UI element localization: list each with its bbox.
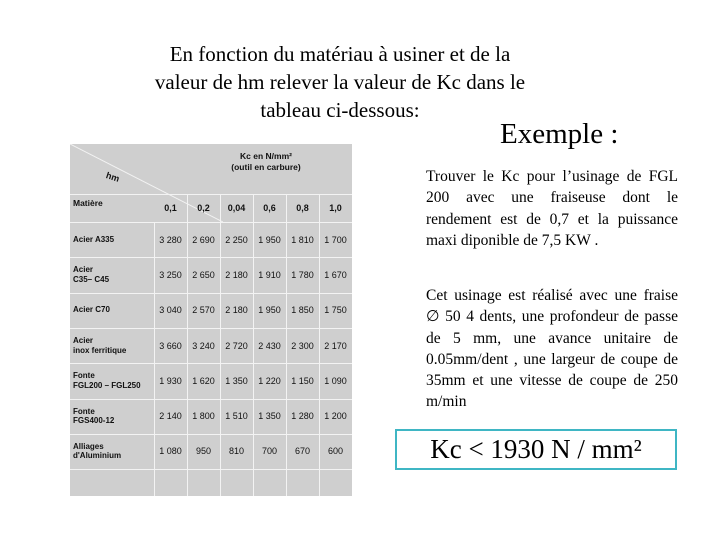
header-kc-tool: (outil en carbure) — [231, 162, 301, 172]
kc-value: 1 080 — [159, 446, 182, 457]
hm-value: 0,8 — [296, 203, 309, 213]
kc-value: 2 690 — [192, 234, 215, 245]
kc-value: 2 430 — [258, 340, 281, 351]
result-box — [395, 429, 677, 470]
matiere-label: Matière — [73, 198, 103, 208]
hm-value: 1,0 — [329, 203, 342, 213]
material-name-line: FGS400-12 — [73, 416, 115, 426]
header-kc-unit: Kc en N/mm² — [240, 151, 292, 161]
kc-value: 1 150 — [291, 375, 314, 386]
material-name-line: inox ferritique — [73, 345, 127, 355]
kc-value: 2 650 — [192, 269, 215, 280]
kc-value: 3 240 — [192, 340, 215, 351]
kc-value: 700 — [261, 446, 278, 457]
intro-line-1: En fonction du matériau à usiner et de la — [169, 42, 511, 66]
kc-value: 2 720 — [225, 340, 248, 351]
intro-line-3: tableau ci-dessous: — [260, 98, 420, 122]
kc-value: 2 180 — [225, 305, 248, 316]
kc-value: 1 620 — [192, 375, 215, 386]
material-name-line: Alliages — [73, 441, 104, 451]
kc-table — [70, 144, 352, 496]
kc-value: 1 670 — [324, 269, 347, 280]
kc-value: 2 250 — [225, 234, 248, 245]
kc-value: 670 — [294, 446, 311, 457]
material-name-line: Acier A335 — [73, 234, 115, 244]
example-paragraph-2: Cet usinage est réalisé avec une fraise ∅ 50 4 dents, une profondeur de passe de 5 mm, une avance unitaire de 0.05mm/dent , une largeur de coupe de 35mm et une vitesse de coupe de 250 m/min — [426, 287, 678, 411]
kc-value: 1 350 — [258, 411, 281, 422]
kc-value: 3 040 — [159, 305, 182, 316]
hm-label: hm — [104, 170, 121, 184]
table-header-kc — [220, 151, 312, 173]
example-paragraph-1: Trouver le Kc pour l’usinage de FGL 200 avec une fraiseuse dont le rendement est de 0,7 et la puissance maxi diponible de 7,5 KW . — [426, 168, 678, 249]
material-name-line: d'Aluminium — [73, 451, 122, 461]
material-name-line: Acier C70 — [73, 305, 110, 315]
kc-value: 3 280 — [159, 234, 182, 245]
hm-value: 0,2 — [197, 203, 210, 213]
kc-value: 3 250 — [159, 269, 182, 280]
kc-value: 1 280 — [291, 411, 314, 422]
kc-value: 3 660 — [159, 340, 182, 351]
kc-value: 810 — [228, 446, 245, 457]
hm-value: 0,04 — [227, 203, 246, 213]
kc-value: 1 750 — [324, 305, 347, 316]
material-name — [70, 434, 154, 469]
kc-value: 600 — [327, 446, 344, 457]
kc-value: 1 780 — [291, 269, 314, 280]
table-hline — [70, 469, 352, 470]
kc-value: 1 800 — [192, 411, 215, 422]
intro-line-2: valeur de hm relever la valeur de Kc dans le — [154, 70, 526, 94]
kc-value: 1 200 — [324, 411, 347, 422]
kc-value: 1 930 — [159, 375, 182, 386]
kc-value: 1 810 — [291, 234, 314, 245]
intro-text — [112, 40, 568, 124]
hm-value: 0,1 — [164, 203, 177, 213]
kc-value: 2 140 — [159, 411, 182, 422]
material-name-line: Fonte — [73, 371, 95, 381]
kc-value: 950 — [195, 446, 212, 457]
kc-value: 2 170 — [324, 340, 347, 351]
kc-value: 1 510 — [225, 411, 248, 422]
material-name-line: Acier — [73, 336, 94, 346]
material-name — [70, 257, 154, 292]
kc-value: 2 180 — [225, 269, 248, 280]
material-name-line: FGL200 – FGL250 — [73, 380, 141, 390]
material-name-line: Acier — [73, 265, 94, 275]
kc-value: 1 220 — [258, 375, 281, 386]
material-name — [70, 328, 154, 363]
material-name — [70, 363, 154, 398]
material-name-line: Fonte — [73, 406, 95, 416]
result-text: Kc < 1930 N / mm² — [430, 434, 642, 464]
kc-value: 1 850 — [291, 305, 314, 316]
material-name-line: C35– C45 — [73, 274, 110, 284]
kc-value: 1 950 — [258, 305, 281, 316]
material-name — [70, 222, 154, 257]
kc-value: 1 910 — [258, 269, 281, 280]
kc-value: 1 950 — [258, 234, 281, 245]
kc-value: 1 350 — [225, 375, 248, 386]
kc-value: 1 090 — [324, 375, 347, 386]
kc-value: 2 570 — [192, 305, 215, 316]
material-name — [70, 399, 154, 434]
kc-value: 1 700 — [324, 234, 347, 245]
hm-value: 0,6 — [263, 203, 276, 213]
kc-value: 2 300 — [291, 340, 314, 351]
material-name — [70, 293, 154, 328]
example-title: Exemple : — [500, 118, 619, 150]
